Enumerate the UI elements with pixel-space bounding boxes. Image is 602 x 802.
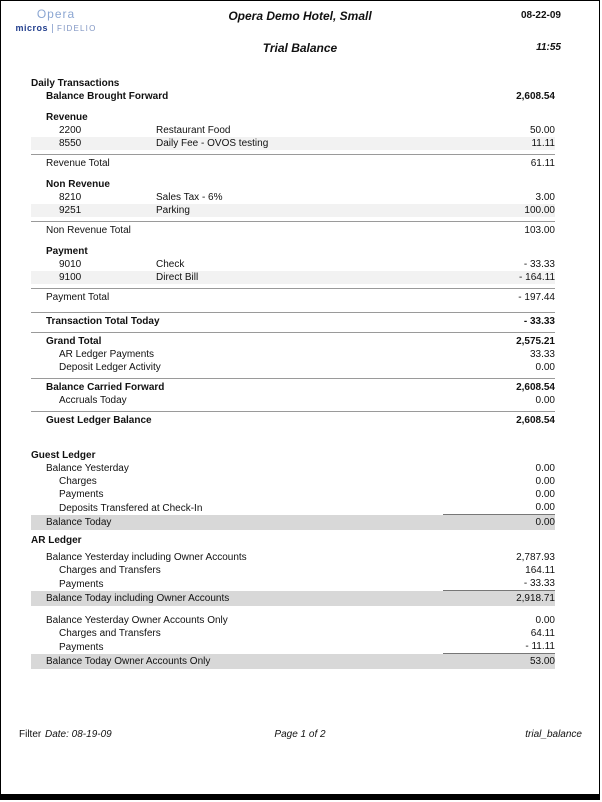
footer-business-date: Date: 08-19-09 <box>45 729 112 740</box>
row-amount: 0.00 <box>535 362 555 373</box>
transaction-description: Sales Tax - 6% <box>156 192 223 203</box>
row-amount: 2,575.21 <box>516 336 555 347</box>
report-row <box>31 654 555 669</box>
row-amount: 2,608.54 <box>516 91 555 102</box>
opera-logo-text: Opera <box>36 7 76 21</box>
report-row <box>31 475 555 488</box>
row-label: Balance Yesterday <box>46 463 129 474</box>
row-label: Deposit Ledger Activity <box>59 362 161 373</box>
spacer <box>31 237 555 245</box>
filter-label: Filter <box>19 729 42 740</box>
spacer <box>31 103 555 111</box>
row-label: Accruals Today <box>59 395 127 406</box>
row-label: Payments <box>59 642 104 653</box>
transaction-code: 9010 <box>59 259 82 270</box>
subsection-title: Revenue <box>46 112 88 123</box>
report-row <box>31 614 555 627</box>
report-title: Trial Balance <box>262 41 338 55</box>
micros-logo-text: micros <box>15 23 48 33</box>
report-row <box>31 488 555 501</box>
transaction-row <box>31 124 555 137</box>
row-label: AR Ledger Payments <box>59 349 155 360</box>
report-time: 11:55 <box>536 42 561 53</box>
row-label: Transaction Total Today <box>46 316 160 327</box>
row-amount: 0.00 <box>535 395 555 406</box>
report-row <box>31 312 555 328</box>
transaction-description: Daily Fee - OVOS testing <box>156 138 269 149</box>
row-label: Payments <box>59 579 104 590</box>
row-amount: 0.00 <box>535 476 555 487</box>
report-row <box>31 551 555 564</box>
report-footer <box>1 729 599 743</box>
report-row <box>31 411 555 427</box>
report-row <box>31 640 555 654</box>
report-row <box>31 288 555 304</box>
row-label: Balance Today Owner Accounts Only <box>46 656 211 667</box>
logo-divider <box>52 24 53 33</box>
row-label: Non Revenue Total <box>46 225 131 236</box>
row-label: Revenue Total <box>46 158 110 169</box>
row-amount: - 33.33 <box>523 316 555 327</box>
row-amount: 0.00 <box>443 501 555 515</box>
report-body <box>1 71 599 669</box>
row-label: Grand Total <box>46 336 102 347</box>
row-amount: 103.00 <box>524 225 555 236</box>
row-label: Deposits Transfered at Check-In <box>59 503 203 514</box>
row-amount: 11.11 <box>531 138 555 149</box>
spacer <box>31 304 555 308</box>
page-indicator: Page 1 of 2 <box>274 729 326 740</box>
report-row <box>31 394 555 407</box>
report-row <box>31 462 555 475</box>
row-amount: 2,608.54 <box>516 382 555 393</box>
row-label: Guest Ledger Balance <box>46 415 152 426</box>
transaction-row <box>31 258 555 271</box>
row-label: Payment Total <box>46 292 110 303</box>
row-label: Balance Today <box>46 517 112 528</box>
row-amount: 53.00 <box>529 656 555 667</box>
report-row <box>31 178 555 191</box>
report-file-name: trial_balance <box>525 729 582 740</box>
row-amount: 164.11 <box>525 565 555 576</box>
section-header-row <box>31 77 555 90</box>
row-label: Charges <box>59 476 97 487</box>
transaction-row <box>31 191 555 204</box>
report-row <box>31 501 555 515</box>
transaction-code: 2200 <box>59 125 82 136</box>
report-row <box>31 564 555 577</box>
row-amount: 0.00 <box>535 517 555 528</box>
row-amount: - 33.33 <box>523 259 555 270</box>
report-row <box>31 332 555 348</box>
transaction-description: Parking <box>156 205 190 216</box>
section-header-row <box>31 534 555 547</box>
report-header <box>1 1 599 71</box>
section-title: Guest Ledger <box>31 450 96 461</box>
transaction-description: Restaurant Food <box>156 125 231 136</box>
row-amount: 61.11 <box>530 158 555 169</box>
section-title: AR Ledger <box>31 535 82 546</box>
report-row <box>31 221 555 237</box>
transaction-row <box>31 137 555 150</box>
hotel-name: Opera Demo Hotel, Small <box>228 9 372 23</box>
row-amount: 3.00 <box>535 192 555 203</box>
spacer <box>31 606 555 614</box>
row-amount: 50.00 <box>529 125 555 136</box>
row-amount: 64.11 <box>530 628 555 639</box>
report-row <box>31 361 555 374</box>
row-label: Balance Today including Owner Accounts <box>46 593 230 604</box>
section-title: Daily Transactions <box>31 78 120 89</box>
transaction-row <box>31 271 555 284</box>
report-row <box>31 154 555 170</box>
spacer <box>31 170 555 178</box>
row-label: Charges and Transfers <box>59 565 161 576</box>
transaction-code: 8210 <box>59 192 82 203</box>
transaction-row <box>31 204 555 217</box>
row-amount: - 164.11 <box>519 272 555 283</box>
micros-fidelio-row <box>11 23 101 33</box>
row-amount: 0.00 <box>535 615 555 626</box>
row-label: Balance Yesterday including Owner Accounts <box>46 552 247 563</box>
transaction-description: Check <box>156 259 185 270</box>
row-amount: - 11.11 <box>443 640 555 654</box>
transaction-description: Direct Bill <box>156 272 199 283</box>
row-amount: 0.00 <box>535 463 555 474</box>
transaction-code: 9251 <box>59 205 82 216</box>
subsection-title: Payment <box>46 246 88 257</box>
report-row <box>31 348 555 361</box>
subsection-title: Non Revenue <box>46 179 110 190</box>
report-row <box>31 111 555 124</box>
report-row <box>31 245 555 258</box>
row-amount: - 33.33 <box>443 577 555 591</box>
row-amount: 100.00 <box>524 205 555 216</box>
spacer <box>31 427 555 449</box>
row-amount: 2,918.71 <box>516 593 555 604</box>
row-label: Balance Yesterday Owner Accounts Only <box>46 615 228 626</box>
row-label: Payments <box>59 489 104 500</box>
transaction-code: 8550 <box>59 138 82 149</box>
report-row <box>31 627 555 640</box>
report-row <box>31 515 555 530</box>
report-row <box>31 591 555 606</box>
row-amount: 2,787.93 <box>516 552 555 563</box>
bottom-bar <box>1 794 599 799</box>
report-row <box>31 90 555 103</box>
report-row <box>31 378 555 394</box>
section-header-row <box>31 449 555 462</box>
transaction-code: 9100 <box>59 272 82 283</box>
row-amount: 2,608.54 <box>516 415 555 426</box>
report-row <box>31 577 555 591</box>
row-amount: 0.00 <box>535 489 555 500</box>
row-label: Balance Carried Forward <box>46 382 165 393</box>
fidelio-logo-text: FIDELIO <box>56 23 97 33</box>
row-amount: - 197.44 <box>518 292 555 303</box>
row-label: Charges and Transfers <box>59 628 161 639</box>
row-label: Balance Brought Forward <box>46 91 169 102</box>
report-date: 08-22-09 <box>520 10 561 21</box>
row-amount: 33.33 <box>529 349 555 360</box>
